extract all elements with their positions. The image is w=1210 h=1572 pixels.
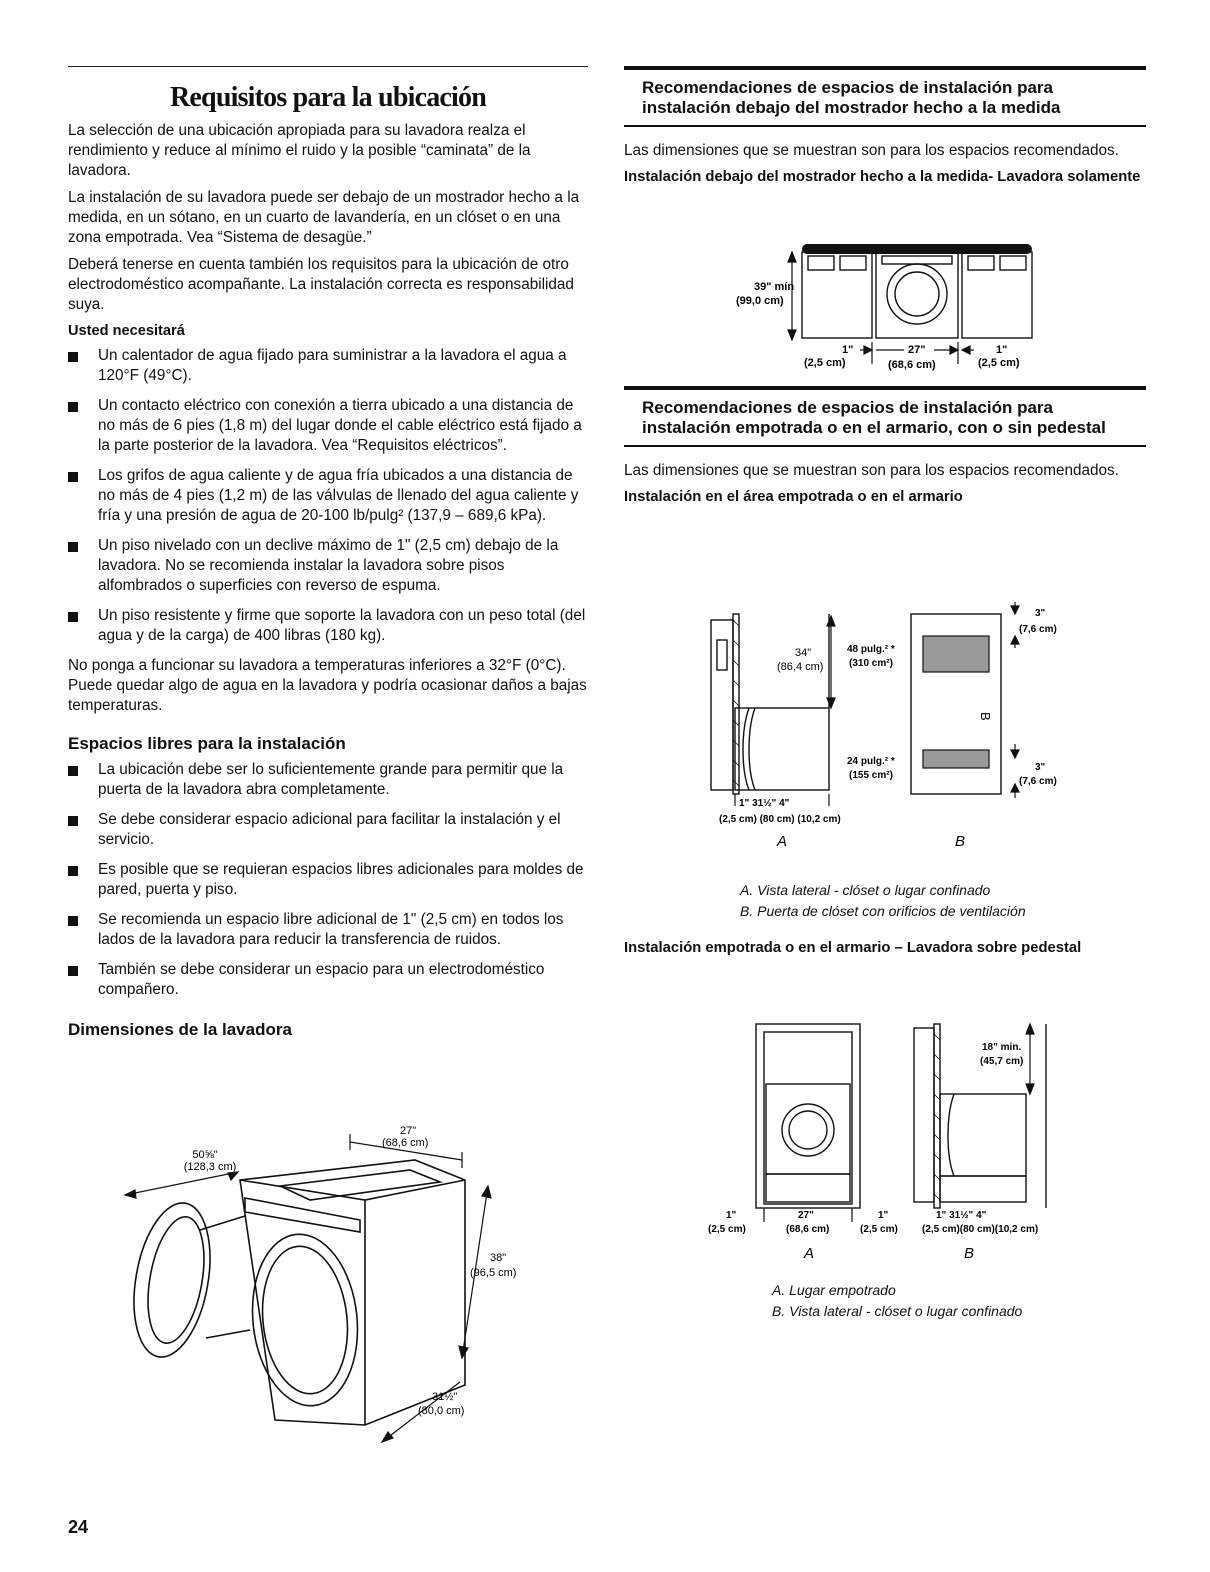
right-gap-cm-label: (2,5 cm) (860, 1224, 898, 1235)
door-letter: B (978, 712, 993, 721)
vent-bottom-cm-label: (155 cm²) (849, 770, 893, 781)
bottom-gap-label: 3" (1035, 762, 1046, 773)
pedestal-figure (700, 1020, 1070, 1265)
vent-top (923, 636, 989, 672)
bullet-icon (68, 402, 78, 412)
bullet-icon (68, 866, 78, 876)
clearance-heading: Espacios libres para la instalación (68, 734, 346, 753)
side-cm-label: (80,0 cm) (418, 1405, 465, 1417)
intro-paragraph: Deberá tenerse en cuenta también los requisitos para la ubicación de otro electrodoméstico acompañante. La instalación correcta es responsabilidad suya. (68, 256, 574, 313)
page-title: Requisitos para la ubicación (170, 82, 486, 113)
width-label: 27" (798, 1210, 814, 1221)
side-wall (914, 1028, 934, 1202)
width-cm-label: (68,6 cm) (786, 1224, 830, 1235)
dim-34-label: 34" (795, 647, 812, 659)
washer-top-panel (280, 1170, 440, 1200)
list-item: Los grifos de agua caliente y de agua fría ubicados a una distancia de no más de 4 pies (1,2 m) de las válvulas de llenado del agua caliente y fría y una presión de agua de 20-100 lb/pulg² (137,9 – 689,6 kPa). (68, 466, 588, 526)
pedestal-section (624, 938, 1124, 964)
washer-dimensions-figure (110, 1120, 520, 1460)
section-rule (624, 66, 1146, 70)
needs-heading: Usted necesitará (68, 323, 185, 339)
side-wall (711, 620, 733, 790)
list-item: La ubicación debe ser lo suficientemente grande para permitir que la puerta de la lavadora abra completamente. (68, 760, 588, 800)
right-gap-label: 1" (878, 1210, 889, 1221)
caption-b: B. Puerta de clóset con orificios de ventilación (740, 903, 1026, 919)
side-row-cm-label: (2,5 cm)(80 cm)(10,2 cm) (922, 1224, 1039, 1235)
height-cm-label: (96,5 cm) (470, 1267, 517, 1279)
left-gap-cm-label: (2,5 cm) (804, 357, 846, 369)
bottom-row-label: 1" 31½" 4" (739, 798, 790, 809)
door-hinge-line (200, 1216, 245, 1230)
control-panel (245, 1198, 360, 1232)
dimensions-heading: Dimensiones de la lavadora (68, 1020, 292, 1039)
vent-top-cm-label: (310 cm²) (849, 658, 893, 669)
caption-a: A. Vista lateral - clóset o lugar confinado (740, 882, 991, 898)
depth-label: 50⅝" (192, 1149, 218, 1161)
left-gap-cm-label: (2,5 cm) (708, 1224, 746, 1235)
list-item: Un piso resistente y firme que soporte la lavadora con un peso total (del agua y de la carga) de 400 libras (180 kg). (68, 606, 588, 646)
depth-cm-label: (128,3 cm) (183, 1161, 237, 1173)
under-counter-figure (728, 238, 1048, 378)
bottom-gap-cm-label: (7,6 cm) (1019, 776, 1057, 787)
height-label: 39" mín (754, 281, 795, 293)
pedestal-side (940, 1176, 1026, 1202)
arrow-icon (788, 252, 796, 262)
figure-label-b: B (955, 833, 966, 850)
alcove-frame (756, 1024, 860, 1208)
recessed-subheading: Instalación en el área empotrada o en el armario (624, 489, 963, 505)
bottom-row-cm-label: (2,5 cm) (80 cm) (10,2 cm) (719, 814, 841, 825)
arrow-icon (228, 1172, 238, 1180)
list-item: Se recomienda un espacio libre adicional de 1" (2,5 cm) en todos los lados de la lavadora para reducir la transferencia de ruidos. (68, 910, 588, 950)
bullet-icon (68, 542, 78, 552)
pedestal-subheading: Instalación empotrada o en el armario – Lavadora sobre pedestal (624, 940, 1082, 956)
intro-paragraph: La selección de una ubicación apropiada para su lavadora realza el rendimiento y reduce al mínimo el ruido y la posible “caminata” de la lavadora. (68, 122, 531, 179)
right-gap-label: 1" (996, 344, 1008, 356)
list-item: También se debe considerar un espacio para un electrodoméstico compañero. (68, 960, 588, 1000)
right-column (624, 66, 1146, 193)
list-item: Se debe considerar espacio adicional para facilitar la instalación y el servicio. (68, 810, 588, 850)
arrow-icon (950, 346, 958, 354)
door-glass (255, 1242, 354, 1398)
width-label: 27" (400, 1125, 417, 1137)
min-gap-cm-label: (45,7 cm) (980, 1056, 1024, 1067)
caption-a: A. Lugar empotrado (772, 1282, 896, 1298)
intro-paragraph: La instalación de su lavadora puede ser debajo de un mostrador hecho a la medida, en un sótano, en un cuarto de lavandería, en un clóset o en una zona empotrada. Vea “Sistema de desagüe.” (68, 189, 580, 246)
washer-door-icon (887, 264, 947, 324)
side-row-label: 1" 31½" 4" (936, 1210, 987, 1221)
arrow-icon (125, 1190, 136, 1198)
section-rule (624, 125, 1146, 127)
list-item: Un contacto eléctrico con conexión a tierra ubicado a una distancia de no más de 6 pies (1,8 m) del lugar donde el cable eléctrico está fijado a la parte posterior de la lavadora. Vea “Requisitos eléctricos”. (68, 396, 588, 456)
arrow-icon (864, 346, 872, 354)
bullet-icon (68, 916, 78, 926)
arrow-icon (827, 616, 835, 626)
clearance-list (68, 760, 588, 1000)
side-cabinet (962, 252, 1032, 338)
list-item: Es posible que se requieran espacios libres adicionales para moldes de pared, puerta y piso. (68, 860, 588, 900)
top-gap-cm-label: (7,6 cm) (1019, 624, 1057, 635)
bullet-icon (68, 966, 78, 976)
bullet-icon (68, 766, 78, 776)
left-gap-label: 1" (726, 1210, 737, 1221)
arrow-icon (788, 330, 796, 340)
side-label: 31½" (432, 1391, 458, 1403)
arrow-icon (382, 1432, 393, 1442)
under-counter-subheading: Instalación debajo del mostrador hecho a la medida- Lavadora solamente (624, 169, 1141, 185)
depth-dimension-line (125, 1172, 238, 1195)
arrow-icon (962, 346, 970, 354)
side-cabinet (802, 252, 872, 338)
right-gap-cm-label: (2,5 cm) (978, 357, 1020, 369)
bullet-icon (68, 612, 78, 622)
arrow-icon (459, 1346, 468, 1358)
bullet-icon (68, 816, 78, 826)
recessed-section (624, 386, 1146, 513)
arrow-icon (1011, 606, 1019, 614)
under-counter-body: Las dimensiones que se muestran son para los espacios recomendados. (624, 142, 1119, 159)
section-rule (624, 386, 1146, 390)
vent-bottom (923, 750, 989, 768)
list-item: Un piso nivelado con un declive máximo de 1" (2,5 cm) debajo de la lavadora. No se recomienda instalar la lavadora sobre pisos alfombrados o superficies con reverso de espuma. (68, 536, 588, 596)
arrow-icon (1011, 750, 1019, 758)
washer-front (876, 252, 958, 338)
temperature-note: No ponga a funcionar su lavadora a temperaturas inferiores a 32°F (0°C). Puede quedar algo de agua en la lavadora y podría ocasionar daños a bajas temperaturas. (68, 657, 587, 714)
recessed-heading: Recomendaciones de espacios de instalación para instalación empotrada o en el armario, con o sin pedestal (642, 398, 1106, 437)
arrow-icon (1011, 636, 1019, 644)
caption-b: B. Vista lateral - clóset o lugar confinado (772, 1303, 1023, 1319)
left-column (68, 66, 588, 1046)
vent-top-label: 48 pulg.² * (847, 644, 895, 655)
dim-34-cm-label: (86,4 cm) (777, 661, 824, 673)
bullet-icon (68, 472, 78, 482)
arrow-icon (482, 1186, 491, 1198)
width-label: 27" (908, 344, 926, 356)
pedestal (766, 1174, 850, 1202)
vent-bottom-label: 24 pulg.² * (847, 756, 895, 767)
arrow-icon (1026, 1024, 1034, 1034)
figure-label-a: A (777, 833, 788, 850)
figure-label-a: A (804, 1245, 815, 1262)
recessed-captions (740, 880, 1160, 922)
section-rule (624, 445, 1146, 447)
recessed-figure (705, 600, 1075, 850)
needs-list (68, 346, 588, 646)
height-cm-label: (99,0 cm) (736, 295, 784, 307)
washer-side (940, 1094, 1026, 1176)
door-hinge-line (206, 1330, 250, 1338)
recessed-body: Las dimensiones que se muestran son para los espacios recomendados. (624, 462, 1119, 479)
pedestal-captions (772, 1280, 1132, 1322)
top-rule (68, 66, 588, 67)
min-gap-label: 18" min. (982, 1042, 1022, 1053)
arrow-icon (827, 698, 835, 708)
arrow-icon (1011, 784, 1019, 792)
under-counter-heading: Recomendaciones de espacios de instalación para instalación debajo del mostrador hecho a la medida (642, 78, 1061, 117)
width-cm-label: (68,6 cm) (888, 359, 936, 371)
width-cm-label: (68,6 cm) (382, 1137, 429, 1149)
figure-label-b: B (964, 1245, 975, 1262)
washer-door-icon (782, 1104, 834, 1156)
height-label: 38" (490, 1252, 507, 1264)
left-gap-label: 1" (842, 344, 854, 356)
page-number: 24 (68, 1517, 89, 1537)
hatched-wall (934, 1024, 940, 1208)
bullet-icon (68, 352, 78, 362)
arrow-icon (1026, 1084, 1034, 1094)
washer-front (766, 1084, 850, 1174)
top-gap-label: 3" (1035, 608, 1046, 619)
list-item: Un calentador de agua fijado para suministrar a la lavadora el agua a 120°F (49°C). (68, 346, 588, 386)
